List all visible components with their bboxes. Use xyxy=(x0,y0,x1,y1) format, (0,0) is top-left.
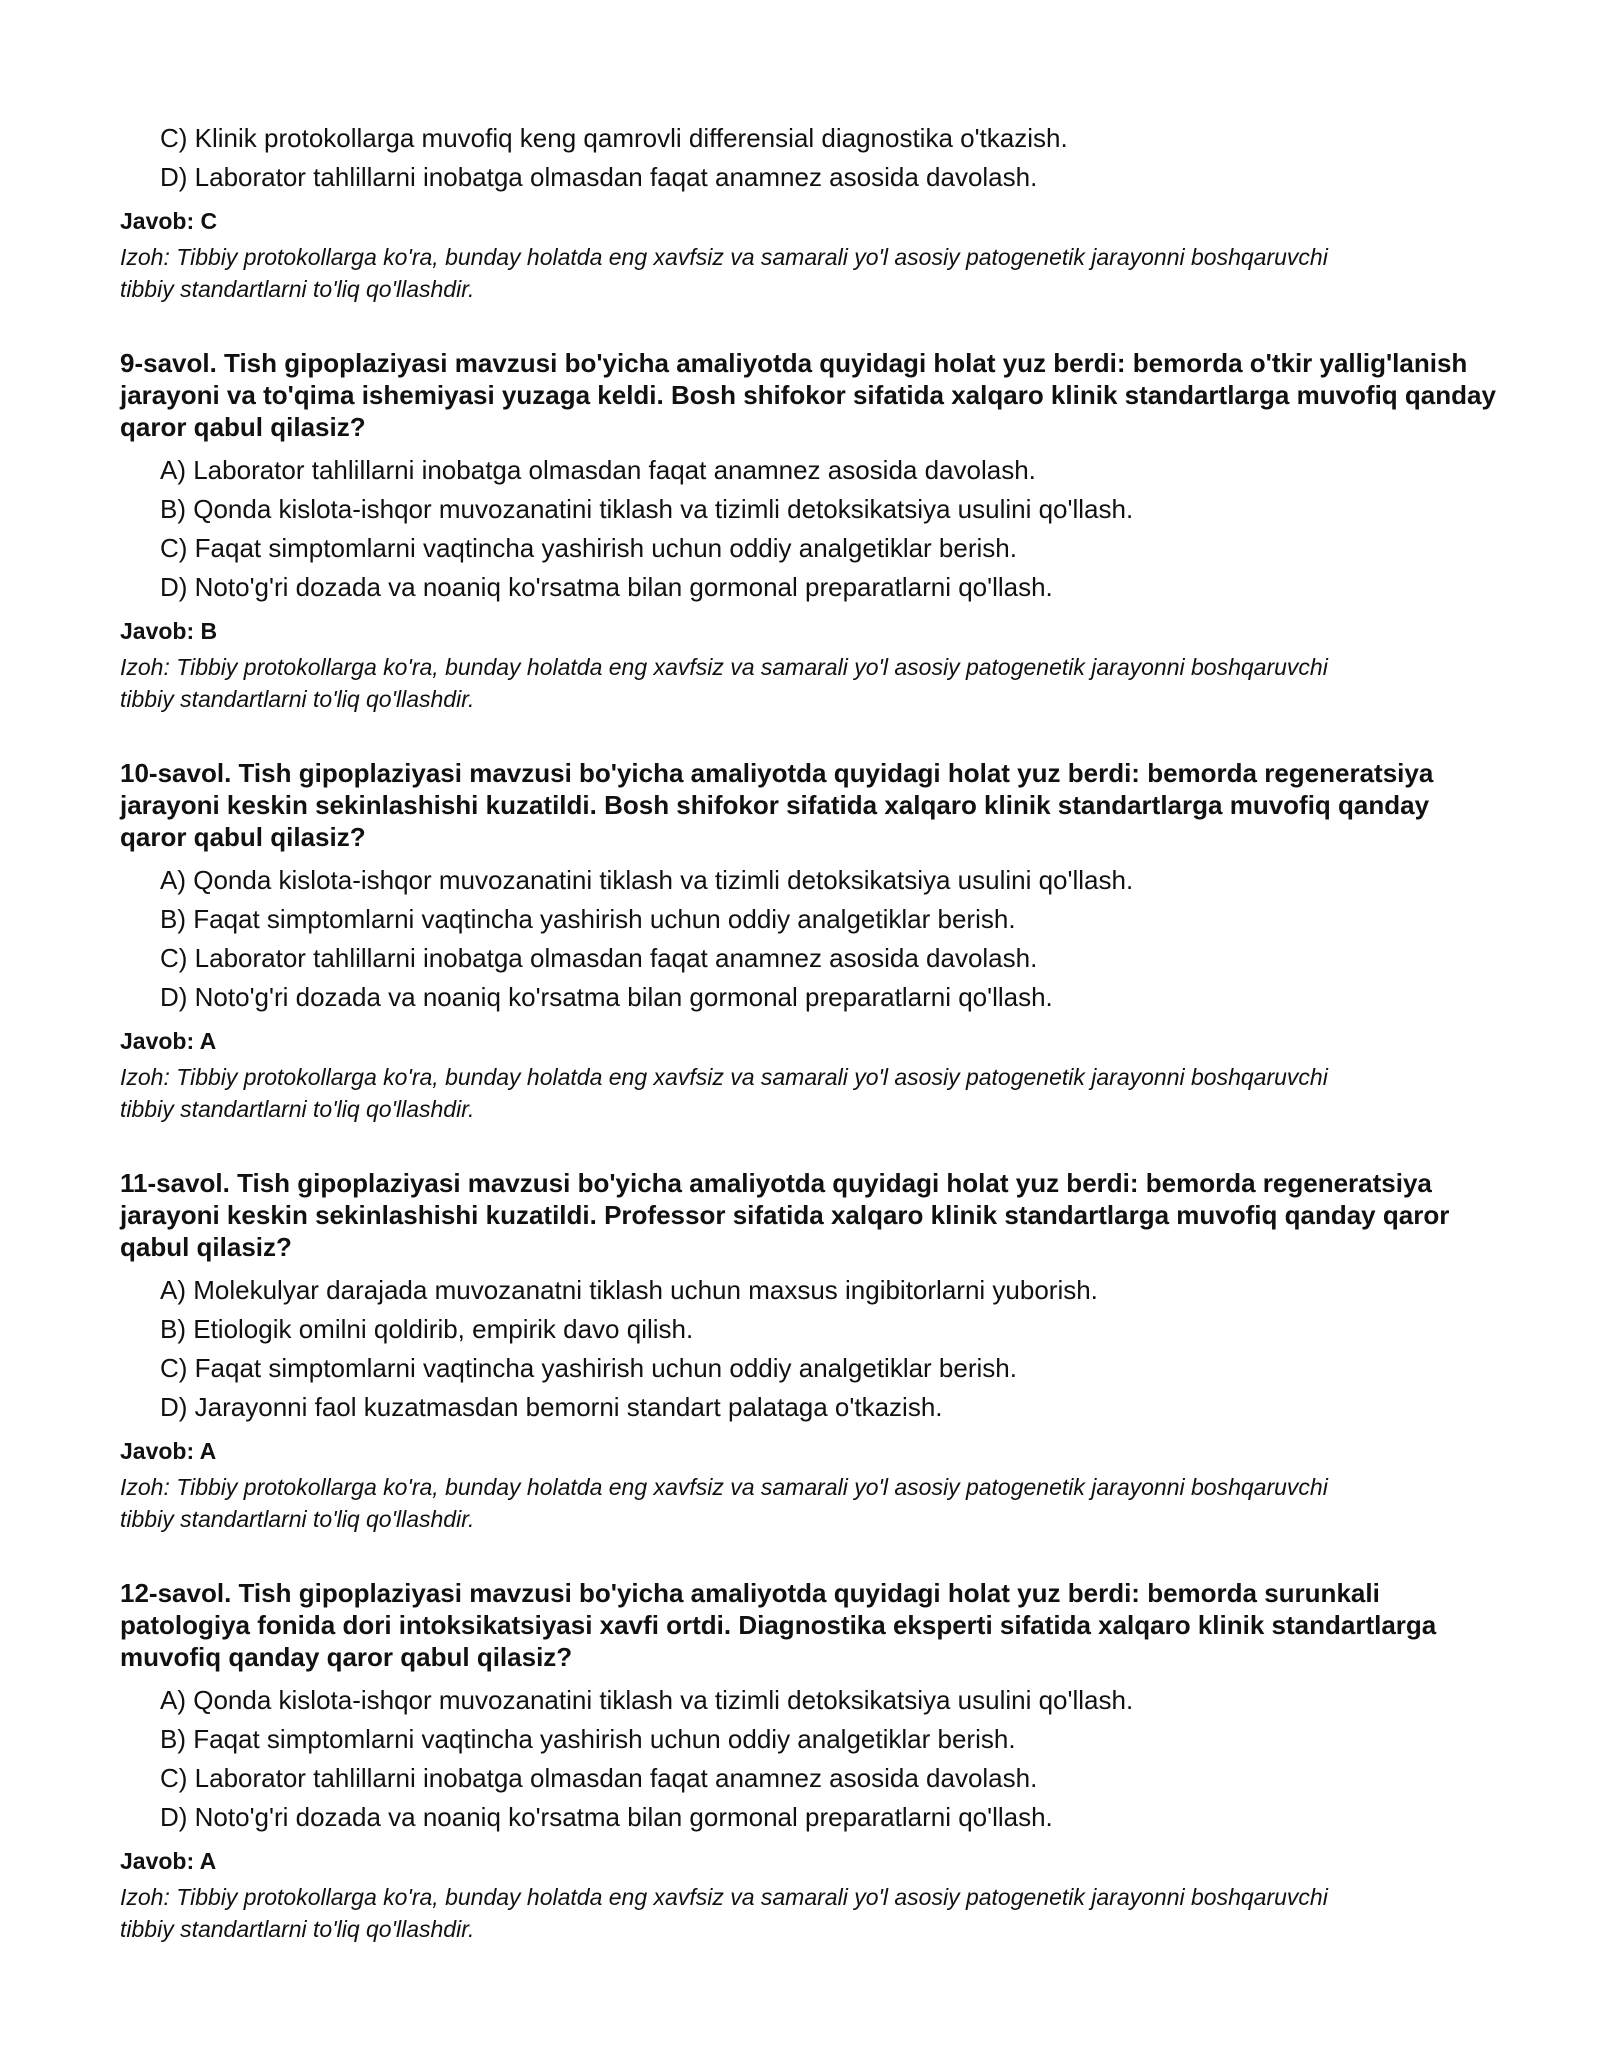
options-list xyxy=(120,1681,1500,1837)
explanation-note: Izoh: Tibbiy protokollarga ko'ra, bunday holatda eng xavfsiz va samarali yo'l asosiy patogenetik jarayonni boshqaruvchi tibbiy standartlarni to'liq qo'llashdir. xyxy=(120,1064,1328,1122)
explanation-note: Izoh: Tibbiy protokollarga ko'ra, bunday holatda eng xavfsiz va samarali yo'l asosiy patogenetik jarayonni boshqaruvchi tibbiy standartlarni to'liq qo'llashdir. xyxy=(120,244,1328,302)
options-list xyxy=(120,1271,1500,1427)
question-12 xyxy=(120,1577,1500,1945)
option-d: D) Noto'g'ri dozada va noaniq ko'rsatma bilan gormonal preparatlarni qo'llash. xyxy=(160,982,1053,1012)
option-c: C) Laborator tahlillarni inobatga olmasdan faqat anamnez asosida davolash. xyxy=(160,1763,1038,1793)
answer-label: Javob: B xyxy=(120,618,218,644)
option-a: A) Laborator tahlillarni inobatga olmasdan faqat anamnez asosida davolash. xyxy=(160,455,1036,485)
option-d: D) Noto'g'ri dozada va noaniq ko'rsatma bilan gormonal preparatlarni qo'llash. xyxy=(160,1802,1053,1832)
option-d: D) Noto'g'ri dozada va noaniq ko'rsatma bilan gormonal preparatlarni qo'llash. xyxy=(160,572,1053,602)
explanation-note: Izoh: Tibbiy protokollarga ko'ra, bunday holatda eng xavfsiz va samarali yo'l asosiy patogenetik jarayonni boshqaruvchi tibbiy standartlarni to'liq qo'llashdir. xyxy=(120,1474,1328,1532)
question-10 xyxy=(120,757,1500,1125)
option-b: B) Etiologik omilni qoldirib, empirik davo qilish. xyxy=(160,1314,694,1344)
option-d: D) Laborator tahlillarni inobatga olmasdan faqat anamnez asosida davolash. xyxy=(160,162,1038,192)
options-list xyxy=(120,861,1500,1017)
option-a: A) Qonda kislota-ishqor muvozanatini tiklash va tizimli detoksikatsiya usulini qo'llash. xyxy=(160,1685,1134,1715)
answer-label: Javob: A xyxy=(120,1438,217,1464)
option-c: C) Klinik protokollarga muvofiq keng qamrovli differensial diagnostika o'tkazish. xyxy=(160,123,1068,153)
option-c: C) Faqat simptomlarni vaqtincha yashirish uchun oddiy analgetiklar berish. xyxy=(160,1353,1017,1383)
option-a: A) Qonda kislota-ishqor muvozanatini tiklash va tizimli detoksikatsiya usulini qo'llash. xyxy=(160,865,1134,895)
option-b: B) Qonda kislota-ishqor muvozanatini tiklash va tizimli detoksikatsiya usulini qo'llash. xyxy=(160,494,1134,524)
answer-label: Javob: C xyxy=(120,208,218,234)
document-page xyxy=(120,0,1500,1945)
question-11 xyxy=(120,1167,1500,1535)
option-b: B) Faqat simptomlarni vaqtincha yashirish uchun oddiy analgetiklar berish. xyxy=(160,904,1016,934)
answer-label: Javob: A xyxy=(120,1028,217,1054)
explanation-note: Izoh: Tibbiy protokollarga ko'ra, bunday holatda eng xavfsiz va samarali yo'l asosiy patogenetik jarayonni boshqaruvchi tibbiy standartlarni to'liq qo'llashdir. xyxy=(120,654,1328,712)
answer-label: Javob: A xyxy=(120,1848,217,1874)
question-text: 9-savol. Tish gipoplaziyasi mavzusi bo'yicha amaliyotda quyidagi holat yuz berdi: bemorda o'tkir yallig'lanish jarayoni va to'qima ishemiyasi yuzaga keldi. Bosh shifokor sifatida xalqaro klinik standartlarga muvofiq qanday qaror qabul qilasiz? xyxy=(120,348,1496,442)
question-text: 11-savol. Tish gipoplaziyasi mavzusi bo'yicha amaliyotda quyidagi holat yuz berdi: bemorda regeneratsiya jarayoni keskin sekinlashishi kuzatildi. Professor sifatida xalqaro klinik standartlarga muvofiq qanday qaror qabul qilasiz? xyxy=(120,1168,1450,1262)
question-9 xyxy=(120,347,1500,715)
intro-block xyxy=(120,0,1500,305)
options-list xyxy=(120,451,1500,607)
option-b: B) Faqat simptomlarni vaqtincha yashirish uchun oddiy analgetiklar berish. xyxy=(160,1724,1016,1754)
option-d: D) Jarayonni faol kuzatmasdan bemorni standart palataga o'tkazish. xyxy=(160,1392,943,1422)
question-text: 12-savol. Tish gipoplaziyasi mavzusi bo'yicha amaliyotda quyidagi holat yuz berdi: bemorda surunkali patologiya fonida dori intoksikatsiyasi xavfi ortdi. Diagnostika eksperti sifatida xalqaro klinik standartlarga muvofiq qanday qaror qabul qilasiz? xyxy=(120,1578,1437,1672)
question-text: 10-savol. Tish gipoplaziyasi mavzusi bo'yicha amaliyotda quyidagi holat yuz berdi: bemorda regeneratsiya jarayoni keskin sekinlashishi kuzatildi. Bosh shifokor sifatida xalqaro klinik standartlarga muvofiq qanday qaror qabul qilasiz? xyxy=(120,758,1434,852)
explanation-note: Izoh: Tibbiy protokollarga ko'ra, bunday holatda eng xavfsiz va samarali yo'l asosiy patogenetik jarayonni boshqaruvchi tibbiy standartlarni to'liq qo'llashdir. xyxy=(120,1884,1328,1942)
option-c: C) Laborator tahlillarni inobatga olmasdan faqat anamnez asosida davolash. xyxy=(160,943,1038,973)
option-c: C) Faqat simptomlarni vaqtincha yashirish uchun oddiy analgetiklar berish. xyxy=(160,533,1017,563)
option-a: A) Molekulyar darajada muvozanatni tiklash uchun maxsus ingibitorlarni yuborish. xyxy=(160,1275,1098,1305)
